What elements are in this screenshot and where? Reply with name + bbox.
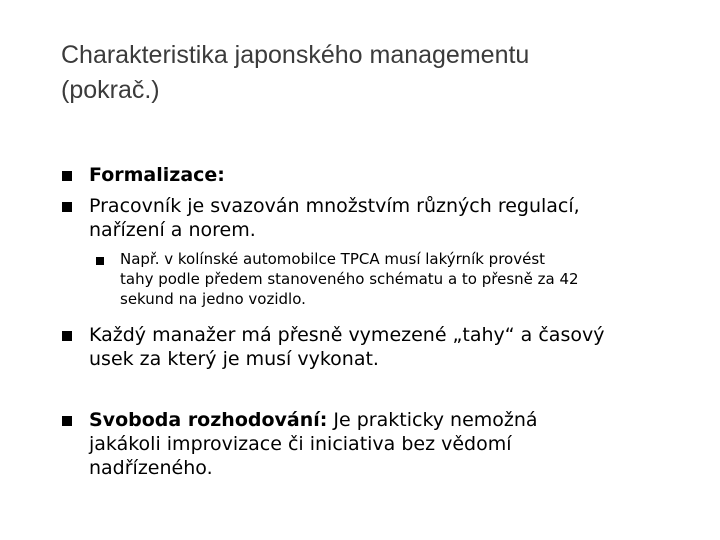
- bullet-formalizace-heading: Formalizace:: [89, 164, 225, 186]
- sub-bullet-example-line-2: tahy podle předem stanoveného schématu a to přesně za 42: [120, 270, 579, 288]
- bullet-manazer-line-1: Každý manažer má přesně vymezené „tahy“ a časový: [89, 324, 605, 346]
- bullet-pracovnik-line-1: Pracovník je svazován množstvím různých regulací,: [89, 195, 580, 217]
- bullet-svoboda-line-2: jakákoli improvizace či iniciativa bez vědomí: [89, 433, 512, 455]
- bullet-square-icon: [62, 202, 72, 212]
- sub-bullet-square-icon: [96, 257, 104, 265]
- bullet-manazer-line-2: usek za který je musí vykonat.: [89, 348, 379, 370]
- bullet-square-icon: [62, 331, 72, 341]
- bullet-svoboda-line-1: [89, 409, 538, 432]
- bullet-square-icon: [62, 416, 72, 426]
- bullet-svoboda-heading: Svoboda rozhodování:: [89, 409, 328, 431]
- slide-title-line-2: (pokrač.): [61, 76, 160, 104]
- bullet-svoboda-line-3: nadřízeného.: [89, 457, 213, 479]
- sub-bullet-example-line-1: Např. v kolínské automobilce TPCA musí lakýrník provést: [120, 250, 546, 268]
- slide-title-line-1: Charakteristika japonského managementu: [61, 41, 530, 69]
- slide-title: [61, 38, 681, 108]
- sub-bullet-example-line-3: sekund na jedno vozidlo.: [120, 290, 306, 308]
- bullet-square-icon: [62, 171, 72, 181]
- bullet-svoboda-rest: Je prakticky nemožná: [327, 409, 538, 431]
- bullet-pracovnik-line-2: nařízení a norem.: [89, 219, 256, 241]
